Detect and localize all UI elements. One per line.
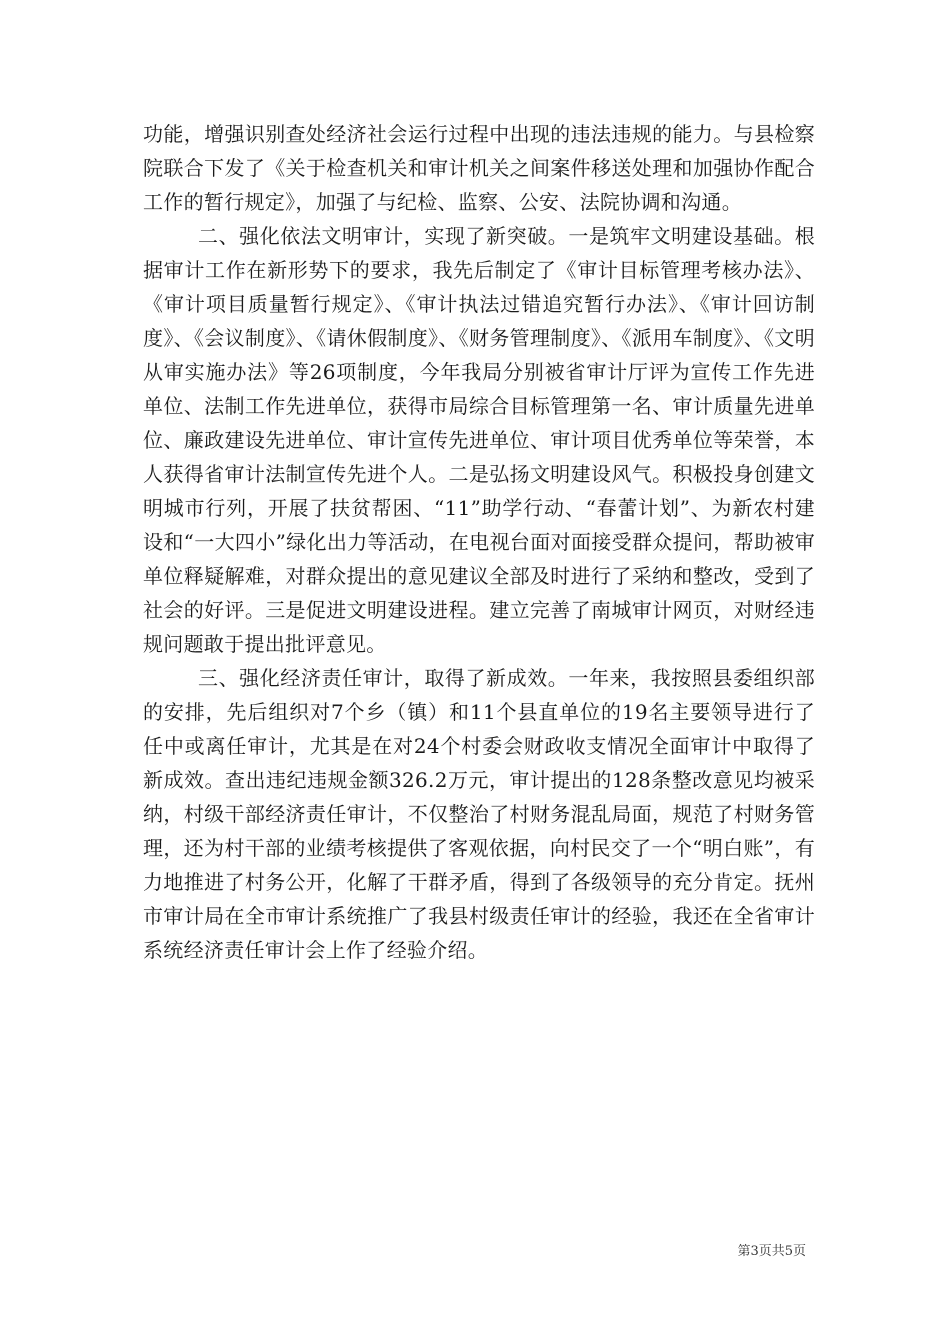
paragraph-civilized-audit: 二、强化依法文明审计，实现了新突破。一是筑牢文明建设基础。根据审计工作在新形势下的要求，我先后制定了《审计目标管理考核办法》、《审计项目质量暂行规定》、《审计执法过错追究暂行办法》、《审计回访制度》、《会议制度》、《请休假制度》、《财务管理制度》、《派用车制度》、《文明从审实施办法》等26项制度，今年我局分别被省审计厅评为宣传工作先进单位、法制工作先进单位，获得市局综合目标管理第一名、审计质量先进单位、廉政建设先进单位、审计宣传先进单位、审计项目优秀单位等荣誉，本人获得省审计法制宣传先进个人。二是弘扬文明建设风气。积极投身创建文明城市行列，开展了扶贫帮困、“11”助学行动、“春蕾计划”、为新农村建设和“一大四小”绿化出力等活动，在电视台面对面接受群众提问，帮助被审单位释疑解难，对群众提出的意见建议全部及时进行了采纳和整改，受到了社会的好评。三是促进文明建设进程。建立完善了南城审计网页，对财经违规问题敢于提出批评意见。	[143, 224, 815, 656]
paragraph-continuation: 功能，增强识别查处经济社会运行过程中出现的违法违规的能力。与县检察院联合下发了《关于检查机关和审计机关之间案件移送处理和加强协作配合工作的暂行规定》，加强了与纪检、监察、公安、法院协调和沟通。	[143, 122, 815, 214]
paragraph-economic-responsibility-audit: 三、强化经济责任审计，取得了新成效。一年来，我按照县委组织部的安排，先后组织对7个乡（镇）和11个县直单位的19名主要领导进行了任中或离任审计，尤其是在对24个村委会财政收支情况全面审计中取得了新成效。查出违纪违规金额326.2万元，审计提出的128条整改意见均被采纳，村级干部经济责任审计，不仅整治了村财务混乱局面，规范了村财务管理，还为村干部的业绩考核提供了客观依据，向村民交了一个“明白账”，有力地推进了村务公开，化解了干群矛盾，得到了各级领导的充分肯定。抚州市审计局在全市审计系统推广了我县村级责任审计的经验，我还在全省审计系统经济责任审计会上作了经验介绍。	[143, 666, 815, 962]
page-number: 第3页共5页	[737, 1244, 806, 1259]
body-text	[143, 117, 815, 967]
